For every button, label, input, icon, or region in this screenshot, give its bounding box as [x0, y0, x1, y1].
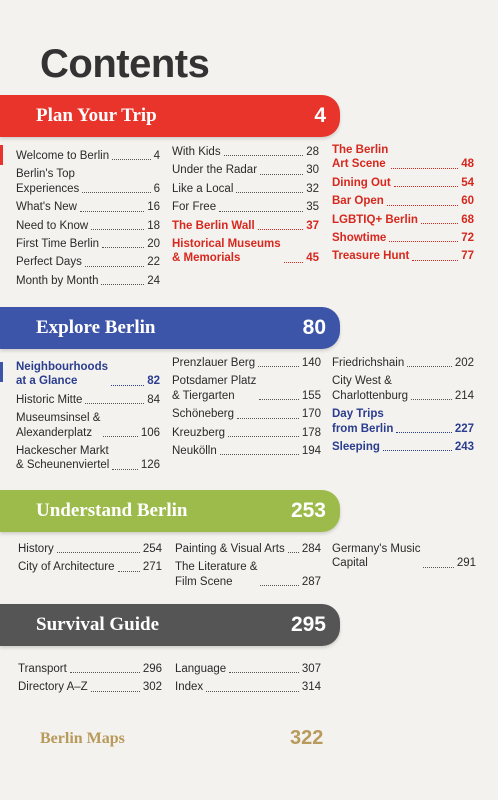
toc-entry[interactable]: Language 307 — [175, 663, 321, 675]
toc-entry[interactable]: Hackescher Markt & Scheunenviertel 126 — [16, 444, 160, 472]
toc-entry[interactable]: For Free 35 — [172, 201, 319, 214]
explore-col-3 — [332, 356, 474, 458]
survival-col-2 — [175, 662, 321, 699]
section-title: Understand Berlin — [36, 500, 188, 521]
toc-entry[interactable]: Perfect Days 22 — [16, 256, 160, 269]
toc-entry[interactable]: Friedrichshain 202 — [332, 357, 474, 369]
toc-entry[interactable]: Germany's Music Capital 291 — [332, 543, 476, 570]
toc-entry-highlight[interactable]: Showtime 72 — [332, 231, 474, 244]
plan-col-1 — [16, 149, 160, 292]
side-marker — [0, 145, 3, 165]
toc-entry-highlight[interactable]: Treasure Hunt 77 — [332, 250, 474, 263]
toc-entry[interactable]: City West & Charlottenburg 214 — [332, 375, 474, 402]
understand-col-3 — [332, 542, 476, 575]
toc-entry[interactable]: Historic Mitte 84 — [16, 393, 160, 406]
toc-entry[interactable]: Kreuzberg 178 — [172, 426, 321, 439]
toc-entry-highlight[interactable]: The Berlin Wall 37 — [172, 219, 319, 232]
toc-entry[interactable]: Under the Radar 30 — [172, 164, 319, 177]
section-banner-explore[interactable] — [0, 307, 340, 349]
toc-entry[interactable]: What's New 16 — [16, 201, 160, 214]
explore-col-2 — [172, 356, 321, 462]
maps-title[interactable]: Berlin Maps — [40, 730, 125, 747]
toc-entry[interactable]: Berlin's Top Experiences 6 — [16, 168, 160, 195]
section-banner-plan[interactable] — [0, 95, 340, 137]
toc-entry[interactable]: Schöneberg 170 — [172, 408, 321, 421]
toc-entry-highlight[interactable]: Neighbourhoods at a Glance 82 — [16, 361, 160, 388]
survival-col-1 — [18, 662, 162, 699]
toc-entry-highlight[interactable]: LGBTIQ+ Berlin 68 — [332, 213, 474, 226]
toc-entry[interactable]: Welcome to Berlin 4 — [16, 150, 160, 162]
toc-entry[interactable]: Painting & Visual Arts 284 — [175, 543, 321, 555]
section-banner-understand[interactable] — [0, 490, 340, 532]
section-title: Survival Guide — [36, 614, 159, 635]
toc-entry-highlight[interactable]: Day Trips from Berlin 227 — [332, 408, 474, 435]
toc-entry-highlight[interactable]: Historical Museums & Memorials 45 — [172, 237, 319, 265]
toc-entry[interactable]: The Literature & Film Scene 287 — [175, 561, 321, 588]
understand-col-2 — [175, 542, 321, 593]
side-marker — [0, 362, 3, 382]
toc-entry[interactable]: History 254 — [18, 543, 162, 555]
page-title: Contents — [40, 42, 210, 86]
toc-entry[interactable]: Neukölln 194 — [172, 444, 321, 457]
toc-entry[interactable]: Potsdamer Platz & Tiergarten 155 — [172, 375, 321, 402]
section-title: Explore Berlin — [36, 317, 156, 338]
explore-col-1 — [16, 360, 160, 477]
section-page: 4 — [314, 104, 326, 127]
plan-col-3 — [332, 143, 474, 268]
toc-entry[interactable]: Like a Local 32 — [172, 182, 319, 195]
toc-entry[interactable]: Month by Month 24 — [16, 274, 160, 287]
toc-entry[interactable]: First Time Berlin 20 — [16, 237, 160, 250]
section-page: 253 — [290, 499, 326, 522]
maps-page: 322 — [290, 727, 324, 749]
plan-col-2 — [172, 145, 319, 270]
section-banner-survival[interactable] — [0, 604, 340, 646]
toc-entry[interactable]: Need to Know 18 — [16, 219, 160, 232]
understand-col-1 — [18, 542, 162, 579]
section-title: Plan Your Trip — [36, 105, 157, 126]
toc-entry[interactable]: Directory A–Z 302 — [18, 681, 162, 694]
toc-entry-highlight[interactable]: Bar Open 60 — [332, 195, 474, 208]
toc-entry[interactable]: Transport 296 — [18, 663, 162, 675]
toc-entry[interactable]: Museumsinsel & Alexanderplatz 106 — [16, 412, 160, 439]
toc-entry-highlight[interactable]: Dining Out 54 — [332, 176, 474, 189]
section-page: 80 — [302, 316, 326, 339]
toc-entry[interactable]: Prenzlauer Berg 140 — [172, 357, 321, 369]
toc-entry[interactable]: With Kids 28 — [172, 146, 319, 158]
toc-entry-highlight[interactable]: Sleeping 243 — [332, 440, 474, 453]
toc-entry-highlight[interactable]: The Berlin Art Scene 48 — [332, 144, 474, 171]
section-page: 295 — [290, 613, 326, 636]
toc-entry[interactable]: Index 314 — [175, 681, 321, 694]
toc-entry[interactable]: City of Architecture 271 — [18, 561, 162, 574]
